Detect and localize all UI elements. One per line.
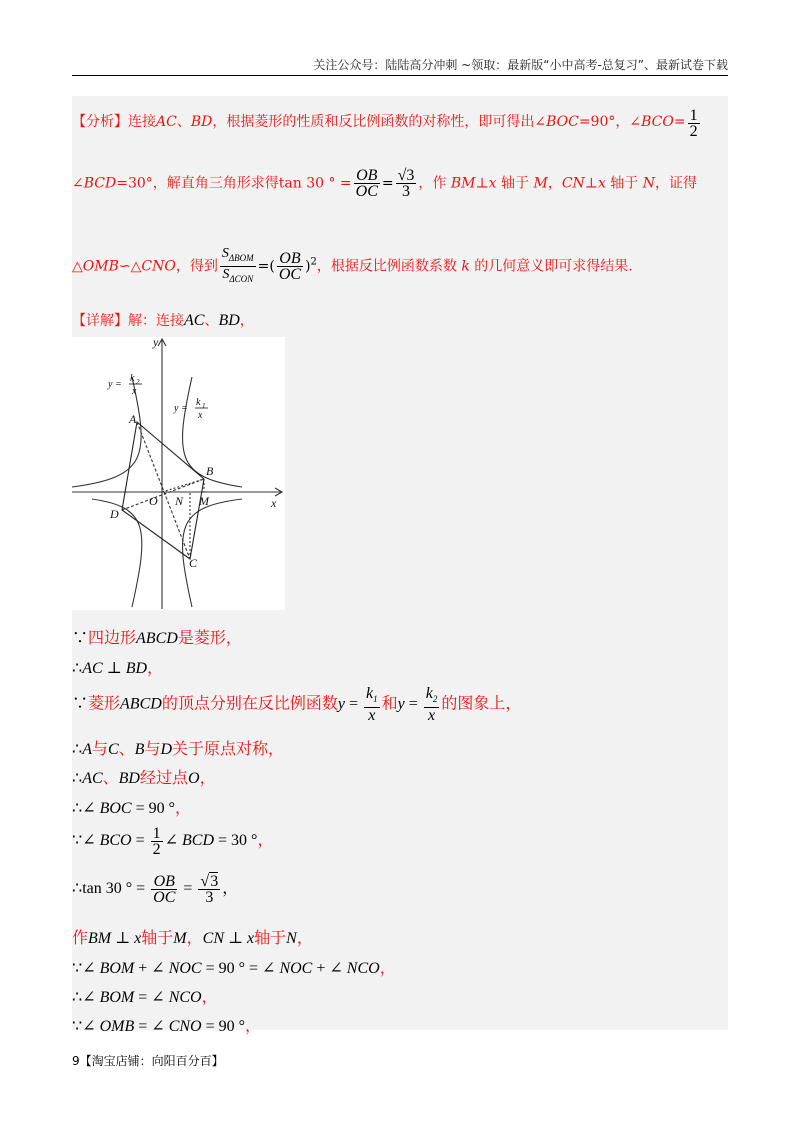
text: 与: [91, 741, 108, 758]
text: 1: [373, 694, 378, 705]
step-prefix: ∴: [72, 880, 83, 898]
step-1: [72, 625, 242, 648]
denominator: 2: [152, 841, 161, 858]
text: BCD: [83, 175, 117, 192]
text: ∠: [82, 1018, 100, 1035]
text: OMB: [99, 1018, 135, 1035]
fraction-sqrt3-3-2: $\frac{√3}{3}$: [200, 873, 219, 906]
text: S: [221, 246, 229, 261]
text: CNO: [141, 258, 176, 275]
text: B: [134, 741, 145, 758]
text: ，得到: [175, 258, 218, 275]
text: k: [365, 685, 374, 702]
text: AC: [184, 312, 205, 329]
text: ，根据菱形的性质和反比例函数的对称性，即可得出∠: [212, 114, 547, 130]
text: ∠: [164, 832, 183, 850]
numerator: 1: [152, 825, 161, 842]
text: ⊥: [475, 175, 489, 192]
text: =: [179, 880, 197, 898]
text: ∠: [82, 960, 100, 977]
text: NOC: [168, 960, 202, 977]
text: =: [131, 832, 149, 850]
text: ，: [175, 800, 192, 817]
text: tan 30 ° =: [82, 880, 150, 898]
text: = ∠: [134, 1018, 169, 1035]
text: 轴于: [496, 175, 534, 192]
text: =90°，∠: [578, 114, 642, 130]
text: BD: [118, 770, 140, 787]
text: =: [673, 114, 686, 130]
text: 轴于: [605, 175, 643, 192]
text: ∽△: [118, 258, 142, 275]
curve1-label: y =: [108, 379, 122, 390]
text: x: [488, 175, 497, 192]
step-3: [72, 686, 521, 723]
denominator: OC: [153, 889, 176, 906]
text: 和: [381, 695, 398, 713]
text: 2: [432, 694, 438, 705]
fraction-half: [688, 108, 700, 139]
text: CNO: [168, 1018, 202, 1035]
numerator: 1: [689, 107, 698, 124]
text: =: [381, 175, 394, 192]
text: BOC: [546, 114, 579, 130]
text: k: [425, 685, 433, 702]
text: 与: [144, 741, 161, 758]
text: 解：连接: [128, 313, 184, 329]
text: = 90 ° = ∠: [201, 960, 280, 977]
step-prefix: ∵: [72, 1018, 83, 1035]
text: BD: [218, 312, 240, 329]
text: ，: [225, 630, 242, 647]
text: NCO: [168, 989, 202, 1006]
text: ABCD: [136, 630, 178, 647]
text: BD: [125, 660, 148, 677]
text: x: [597, 175, 606, 192]
text: ⊥: [102, 660, 126, 677]
text: NOC: [279, 960, 313, 977]
text: 菱形: [88, 695, 121, 713]
text: OMB: [82, 258, 119, 275]
text: ，: [379, 960, 396, 977]
text: ，: [239, 313, 254, 329]
step-7: [72, 826, 273, 857]
text: ABCD: [120, 695, 162, 713]
fraction-sqrt3-3: [396, 168, 417, 199]
text: ): [305, 258, 311, 275]
text: M: [533, 175, 548, 192]
text: = ∠: [134, 989, 169, 1006]
numerator: √3: [397, 167, 415, 184]
y-axis-label: y: [153, 337, 159, 349]
text: BM: [88, 930, 112, 947]
step-prefix: ∴: [72, 989, 83, 1006]
text: O: [188, 770, 200, 787]
text: 、: [102, 770, 119, 787]
analysis-line-2: [72, 168, 697, 199]
text: C: [107, 741, 119, 758]
numerator: OB: [277, 251, 303, 267]
text: x: [247, 930, 255, 947]
text: 2: [310, 256, 317, 268]
curve1-num: k: [130, 373, 135, 384]
step-prefix: ∵: [72, 630, 89, 647]
text: + ∠: [312, 960, 347, 977]
text: BOM: [99, 960, 135, 977]
radicand: 3: [210, 873, 219, 890]
step-6: [72, 795, 191, 818]
text: ，: [222, 880, 239, 898]
text: D: [160, 741, 173, 758]
diagonal-ac: [137, 422, 190, 559]
header-text: 关注公众号：陆陆高分冲刺 ~领取：最新版“小中高考-总复习”、最新试卷下载: [313, 58, 728, 72]
text: A: [82, 741, 92, 758]
text: ，: [201, 989, 218, 1006]
curve1-den: x: [132, 386, 137, 397]
text: =(: [257, 258, 275, 275]
rhombus-abcd: [122, 422, 204, 559]
curve1-sub: 2: [136, 378, 140, 386]
text: AC: [156, 114, 177, 130]
denominator: x: [368, 707, 376, 725]
text: △: [72, 258, 83, 275]
text: BOM: [99, 989, 135, 1006]
text: 的图象上: [441, 695, 506, 713]
text: = 30 °: [214, 832, 258, 850]
text: ，根据反比例函数系数: [316, 258, 462, 275]
text: 、: [204, 313, 219, 329]
text: ，作: [418, 175, 451, 192]
text: y: [337, 695, 345, 713]
text: = 90 °: [131, 800, 176, 817]
analysis-line-3: [72, 246, 633, 287]
detail-tag: 【详解】: [72, 313, 128, 329]
denominator: 2: [689, 123, 698, 140]
text: 、: [118, 741, 135, 758]
denominator: 3: [205, 889, 214, 906]
text: S: [222, 266, 230, 282]
curve2-label: y =: [174, 403, 188, 414]
rhombus-figure: [72, 337, 285, 610]
text: M: [173, 930, 187, 947]
text: BCO: [641, 114, 674, 130]
text: 轴于: [141, 930, 174, 947]
step-10: [72, 955, 396, 978]
point-c-label: C: [189, 556, 198, 570]
denominator: 3: [402, 183, 411, 200]
text: BM: [450, 175, 476, 192]
figure-svg: [72, 337, 285, 610]
denominator: OC: [278, 265, 302, 283]
step-12: [72, 1013, 261, 1036]
step-8: [72, 874, 238, 905]
text: 的顶点分别在反比例函数: [161, 695, 338, 713]
denominator: OC: [355, 183, 378, 200]
text: 轴于: [254, 930, 287, 947]
text: BD: [190, 114, 213, 130]
text: 关于原点对称: [172, 741, 269, 758]
point-m-label: M: [199, 494, 209, 508]
text: BCD: [182, 832, 215, 850]
page-header: [72, 56, 728, 76]
step-prefix: ∵: [72, 695, 89, 713]
step-prefix: ∴: [72, 660, 83, 677]
step-2: [72, 655, 163, 678]
text: ∠: [82, 989, 100, 1006]
text: ，证得: [655, 175, 698, 192]
text: + ∠: [134, 960, 169, 977]
step-prefix: ∴: [72, 770, 83, 787]
point-o-label: O: [149, 494, 158, 508]
curve2-sub: 1: [202, 402, 206, 410]
numerator: OB: [151, 874, 177, 890]
text: 是菱形: [177, 630, 226, 647]
text: ∠: [72, 175, 84, 192]
text: CN: [561, 175, 585, 192]
step-prefix: ∵: [72, 960, 83, 977]
diagonal-bd: [122, 479, 204, 510]
text: ，: [245, 1018, 262, 1035]
text: ⊥: [111, 930, 135, 947]
text: AC: [82, 660, 103, 677]
step-prefix: ∴: [72, 800, 83, 817]
text: =: [404, 695, 422, 713]
text: ∠: [82, 800, 100, 817]
analysis-tag: 【分析】: [72, 114, 128, 130]
text: BCO: [99, 832, 132, 850]
point-b-label: B: [206, 464, 214, 478]
detail-line: [72, 310, 254, 330]
text: ⊥: [584, 175, 598, 192]
text: ΔBOM: [228, 252, 254, 263]
text: 四边形: [88, 630, 137, 647]
text: ，: [505, 695, 522, 713]
step-prefix: ∵: [72, 832, 83, 850]
fraction-ob-oc-3: [151, 874, 177, 905]
fraction-ob-oc: [354, 168, 380, 199]
footer-text: 9【淘宝店铺：向阳百分百】: [72, 1054, 224, 1068]
text: ，: [199, 770, 216, 787]
curve-k2-upper-left: [72, 377, 141, 487]
text: AC: [82, 770, 103, 787]
curve2-num: k: [196, 397, 201, 408]
step-9: [72, 925, 313, 948]
text: ⊥: [223, 930, 248, 947]
text: 作: [72, 930, 89, 947]
text: N: [286, 930, 297, 947]
step-4: [72, 736, 284, 759]
text: ，: [547, 175, 562, 192]
text: 的几何意义即可求得结果.: [469, 258, 633, 275]
fraction-k2-x: [424, 686, 440, 723]
text: =30°，解直角三角形求得tan 30 ° =: [116, 175, 352, 192]
text: y: [397, 695, 405, 713]
text: CN: [202, 930, 224, 947]
step-prefix: ∴: [72, 741, 83, 758]
text: x: [134, 930, 142, 947]
x-axis-label: x: [271, 496, 277, 510]
point-a-label: A: [129, 412, 137, 426]
text: = 90 °: [201, 1018, 246, 1035]
text: ，: [296, 930, 313, 947]
segment-ob: [162, 479, 204, 492]
fraction-k1-x: [364, 686, 380, 723]
fraction-ob-oc-2: [277, 251, 303, 282]
text: NCO: [346, 960, 380, 977]
text: ，: [147, 660, 164, 677]
analysis-line-1: [72, 108, 702, 139]
text: N: [642, 175, 656, 192]
denominator: x: [427, 707, 436, 725]
curve2-den: x: [198, 410, 203, 421]
text: ∠: [82, 832, 100, 850]
text: ，: [257, 832, 274, 850]
text: ，: [186, 930, 203, 947]
text: ΔCON: [229, 273, 254, 284]
text: 连接: [128, 114, 156, 130]
text: ，: [268, 741, 285, 758]
page-footer: [72, 1052, 224, 1069]
step-11: [72, 984, 218, 1007]
point-n-label: N: [175, 494, 184, 508]
text: k: [461, 258, 470, 275]
text: BOC: [99, 800, 132, 817]
fraction-area-ratio: [220, 246, 256, 287]
point-d-label: D: [110, 507, 119, 521]
fraction-half-2: [151, 826, 163, 857]
text: 、: [176, 114, 191, 130]
text: 经过点: [139, 770, 188, 787]
text: =: [344, 695, 362, 713]
step-5: [72, 765, 216, 788]
numerator: OB: [354, 168, 380, 184]
